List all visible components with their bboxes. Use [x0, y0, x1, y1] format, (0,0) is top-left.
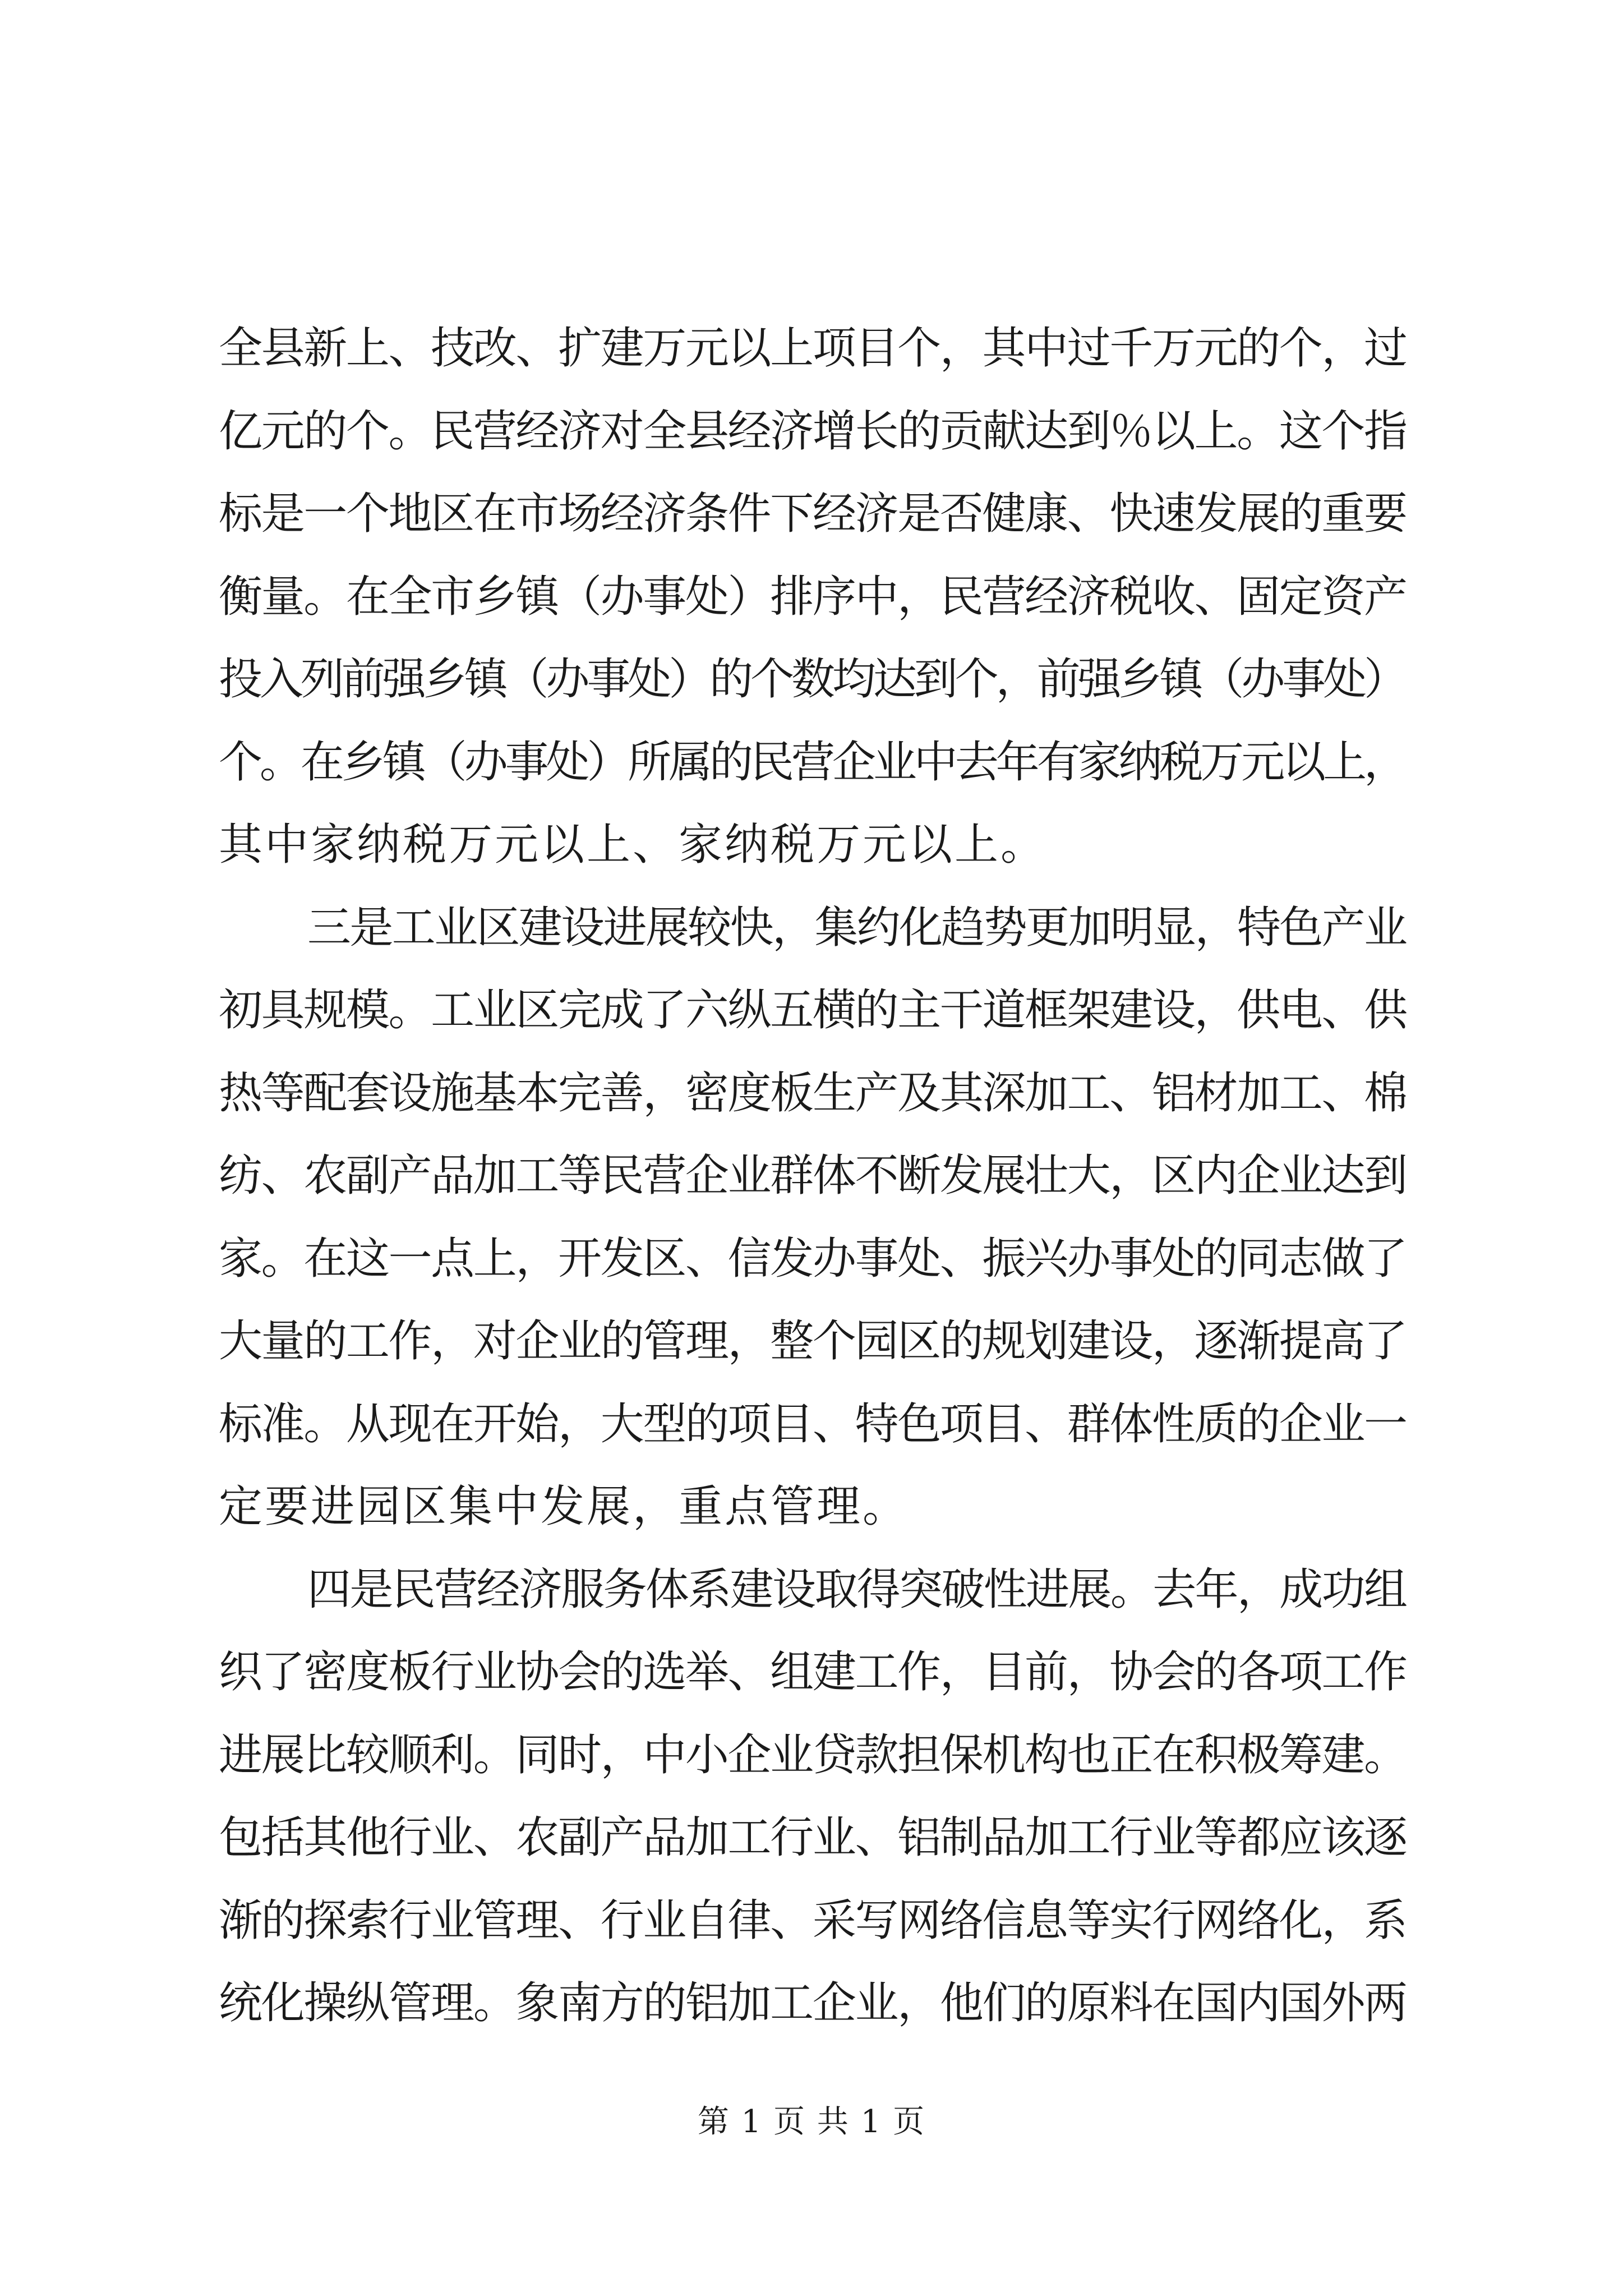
paragraph [219, 307, 1408, 887]
text-line: 三是工业区建设进展较快，集约化趋势更加明显，特色产业 [307, 902, 1407, 953]
text-line: 大量的工作，对企业的管理，整个园区的规划建设，逐渐提高了 [219, 1316, 1407, 1366]
text-line: 投入列前强乡镇（办事处）的个数均达到个，前强乡镇（办事处） [219, 654, 1405, 705]
document-body [219, 307, 1408, 2045]
text-line: 衡量。在全市乡镇（办事处）排序中，民营经济税收、固定资产 [219, 571, 1407, 622]
text-line: 统化操纵管理。象南方的铝加工企业，他们的原料在国内国外两 [219, 1978, 1407, 2028]
text-line: 家。在这一点上，开发区、信发办事处、振兴办事处的同志做了 [219, 1233, 1407, 1284]
paragraph [219, 1549, 1408, 2045]
page-footer: 第 1 页 共 1 页 [697, 2104, 926, 2140]
text-line: 标准。从现在开始，大型的项目、特色项目、群体性质的企业一 [219, 1398, 1407, 1450]
text-line: 四是民营经济服务体系建设取得突破性进展。去年，成功组 [307, 1564, 1407, 1615]
text-line: 进展比较顺利。同时，中小企业贷款担保机构也正在积极筹建。 [219, 1729, 1407, 1780]
text-line: 热等配套设施基本完善，密度板生产及其深加工、铝材加工、棉 [219, 1068, 1407, 1119]
text-line: 全县新上、技改、扩建万元以上项目个，其中过千万元的个，过 [219, 323, 1407, 374]
text-line: 个。在乡镇（办事处）所属的民营企业中去年有家纳税万元以上， [219, 737, 1405, 788]
text-line: 织了密度板行业协会的选举、组建工作，目前，协会的各项工作 [219, 1647, 1407, 1697]
text-line: 亿元的个。民营经济对全县经济增长的贡献达到％以上。这个指 [219, 406, 1407, 457]
text-line: 渐的探索行业管理、行业自律、采写网络信息等实行网络化，系 [219, 1895, 1407, 1946]
text-line: 标是一个地区在市场经济条件下经济是否健康、快速发展的重要 [219, 489, 1407, 539]
text-line: 纺、农副产品加工等民营企业群体不断发展壮大，区内企业达到 [219, 1151, 1407, 1201]
text-line: 其中家纳税万元以上、家纳税万元以上。 [219, 820, 1047, 870]
text-line: 初具规模。工业区完成了六纵五横的主干道框架建设，供电、供 [219, 985, 1407, 1036]
text-line: 包括其他行业、农副产品加工行业、铝制品加工行业等都应该逐 [219, 1812, 1407, 1863]
paragraph [219, 887, 1408, 1549]
text-line: 定要进园区集中发展，重点管理。 [219, 1481, 909, 1532]
